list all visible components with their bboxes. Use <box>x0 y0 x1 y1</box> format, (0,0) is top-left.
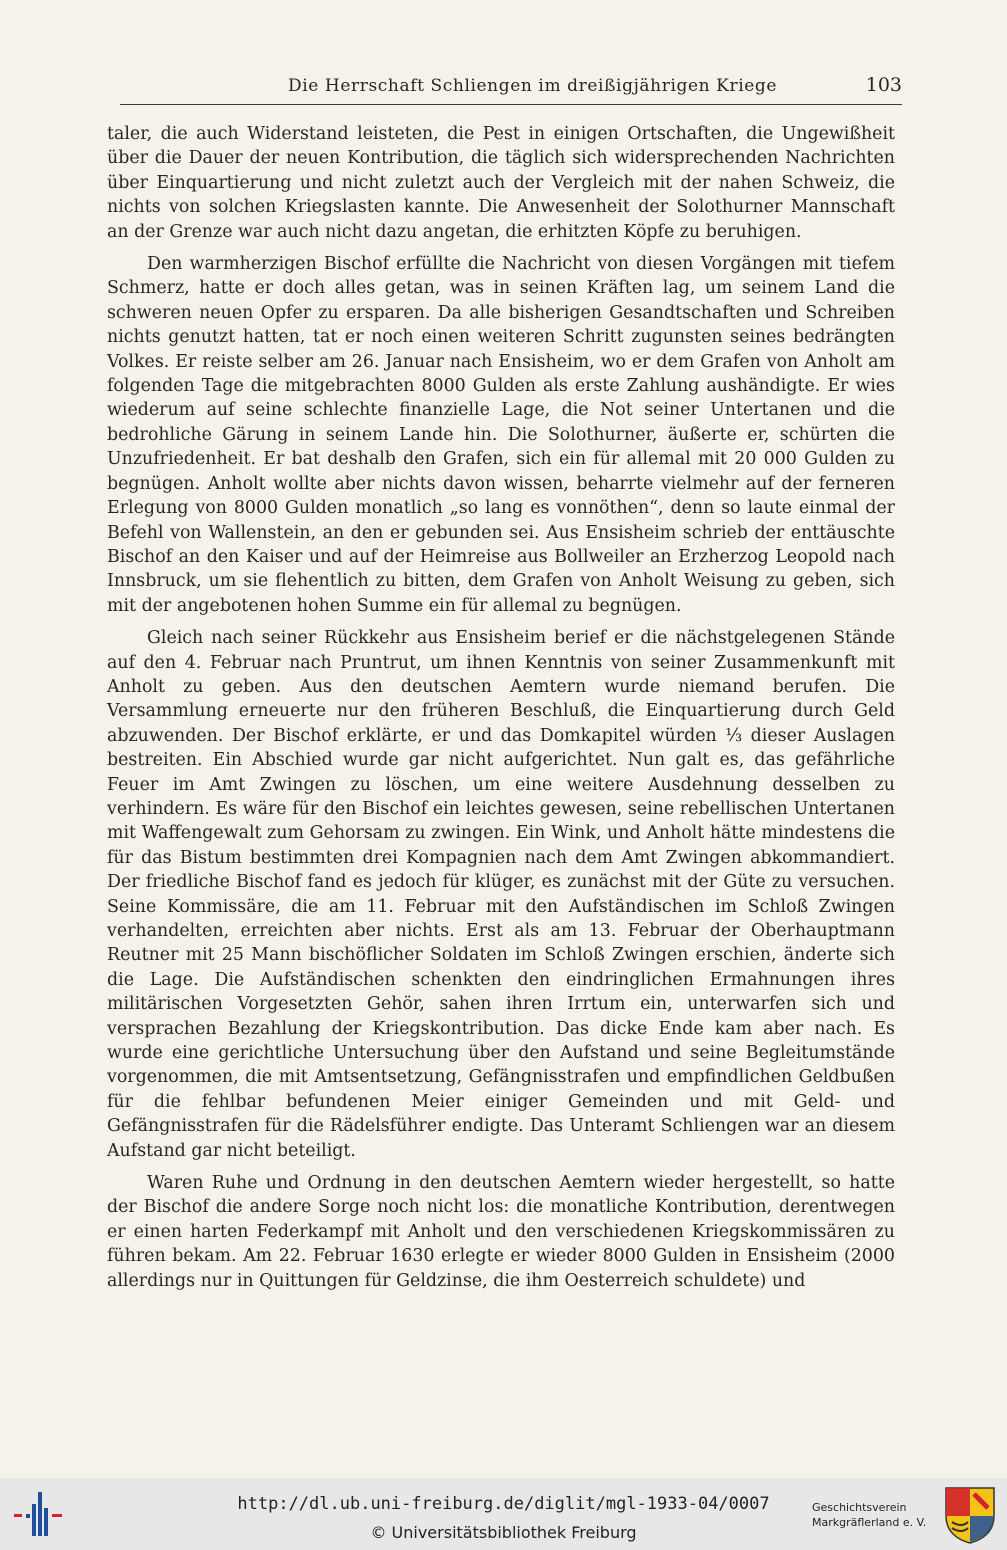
society-line-1: Geschichtsverein <box>812 1501 907 1514</box>
society-line-2: Markgräflerland e. V. <box>812 1516 927 1529</box>
paragraph-1: taler, die auch Widerstand leisteten, die Pest in einigen Ortschaften, die Ungewißheit über die Dauer der neuen Kontribution, die täglich sich widersprechenden Nachrichten über Einquartierung und nicht zuletzt auch der Vergleich mit der nahen Schweiz, die nichts von solchen Kriegslasten kannte. Die Anwesenheit der Solothurner Mannschaft an der Grenze war auch nicht dazu angetan, die erhitzten Köpfe zu beruhigen. <box>107 124 895 242</box>
coat-of-arms-icon[interactable] <box>944 1486 996 1544</box>
paragraph-4: Waren Ruhe und Ordnung in den deutschen Aemtern wieder hergestellt, so hatte der Bischof die andere Sorge noch nicht los: die monatliche Kontribution, derentwegen er einen harten Federkampf mit Anholt und den verschiedenen Kriegskommissären zu führen bekam. Am 22. Februar 1630 erlegte er wieder 8000 Gulden in Ensisheim (2000 allerdings nur in Quittungen für Geldzinse, die ihm Oesterreich schuldete) und <box>107 1173 895 1291</box>
running-head <box>120 70 902 105</box>
society-name <box>812 1500 940 1530</box>
page-number: 103 <box>865 74 902 96</box>
permalink-url[interactable]: http://dl.ub.uni-freiburg.de/diglit/mgl-1933-04/0007 <box>237 1494 770 1514</box>
viewer-footer <box>0 1478 1007 1550</box>
running-title: Die Herrschaft Schliengen im dreißigjährigen Kriege <box>288 76 778 96</box>
body-text <box>107 122 895 1301</box>
paragraph-3: Gleich nach seiner Rückkehr aus Ensisheim berief er die nächstgelegenen Stände auf den 4. Februar nach Pruntrut, um ihnen Kenntnis von seiner Zusammenkunft mit Anholt zu geben. Aus den deutschen Aemtern wurde niemand berufen. Die Versammlung erneuerte nur den früheren Beschluß, die Einquartierung durch Geld abzuwenden. Der Bischof erklärte, er und das Domkapitel würden ⅓ dieser Auslagen bestreiten. Ein Abschied wurde gar nicht aufgerichtet. Nun galt es, das gefährliche Feuer im Amt Zwingen zu löschen, um eine weitere Ausdehnung desselben zu verhindern. Es wäre für den Bischof ein leichtes gewesen, seine rebellischen Untertanen mit Waffengewalt zum Gehorsam zu zwingen. Ein Wink, und Anholt hätte mindestens die für das Bistum bestimmten drei Kompagnien nach dem Amt Zwingen abkommandiert. Der friedliche Bischof fand es jedoch für klüger, es zunächst mit der Güte zu versuchen. Seine Kommissäre, die am 11. Februar mit den Aufständischen im Schloß Zwingen verhandelten, erreichten aber nichts. Erst als am 13. Februar der Oberhauptmann Reutner mit 25 Mann bischöflicher Soldaten im Schloß Zwingen erschien, änderte sich die Lage. Die Aufständischen schenkten den eindringlichen Ermahnungen ihres militärischen Vorgesetzten Gehör, sahen ihren Irrtum ein, unterwarfen sich und versprachen Bezahlung der Kriegskontribution. Das dicke Ende kam aber nach. Es wurde eine gerichtliche Untersuchung über den Aufstand und seine Begleitumstände vorgenommen, die mit Amtsentsetzung, Gefängnisstrafen und empfindlichen Geldbußen für die fehlbar befundenen Meier einiger Gemeinden und mit Geld- und Gefängnisstrafen für die Rädelsführer endigte. Das Unteramt Schliengen war an diesem Aufstand gar nicht beteiligt. <box>107 628 895 1161</box>
copyright-notice: © Universitätsbibliothek Freiburg <box>370 1523 637 1542</box>
paragraph-2: Den warmherzigen Bischof erfüllte die Nachricht von diesen Vorgängen mit tiefem Schmerz, hatte er doch alles getan, was in seinen Kräften lag, um seinem Land die schweren neuen Opfer zu ersparen. Da alle bisherigen Gesandtschaften und Schreiben nichts genutzt hatten, tat er noch einen weiteren Schritt zugunsten seines bedrängten Volkes. Er reiste selber am 26. Januar nach Ensisheim, wo er dem Grafen von Anholt am folgenden Tage die mitgebrachten 8000 Gulden als erste Zahlung aushändigte. Er wies wiederum auf seine schlechte finanzielle Lage, die Not seiner Untertanen und die bedrohliche Gärung in seinem Lande hin. Die Solothurner, äußerte er, schürten die Unzufriedenheit. Er bat deshalb den Grafen, sich ein für allemal mit 20 000 Gulden zu begnügen. Anholt wollte aber nichts davon wissen, beharrte vielmehr auf der ferneren Erlegung von 8000 Gulden monatlich „so lang es vonnöthen“, denn so laute einmal der Befehl von Wallenstein, an den er gebunden sei. Aus Ensisheim schrieb der enttäuschte Bischof an den Kaiser und auf der Heimreise aus Bollweiler an Erzherzog Leopold nach Innsbruck, um sie flehentlich zu bitten, dem Grafen von Anholt Weisung zu geben, sich mit der angebotenen hohen Summe ein für allemal zu begnügen. <box>107 254 895 616</box>
